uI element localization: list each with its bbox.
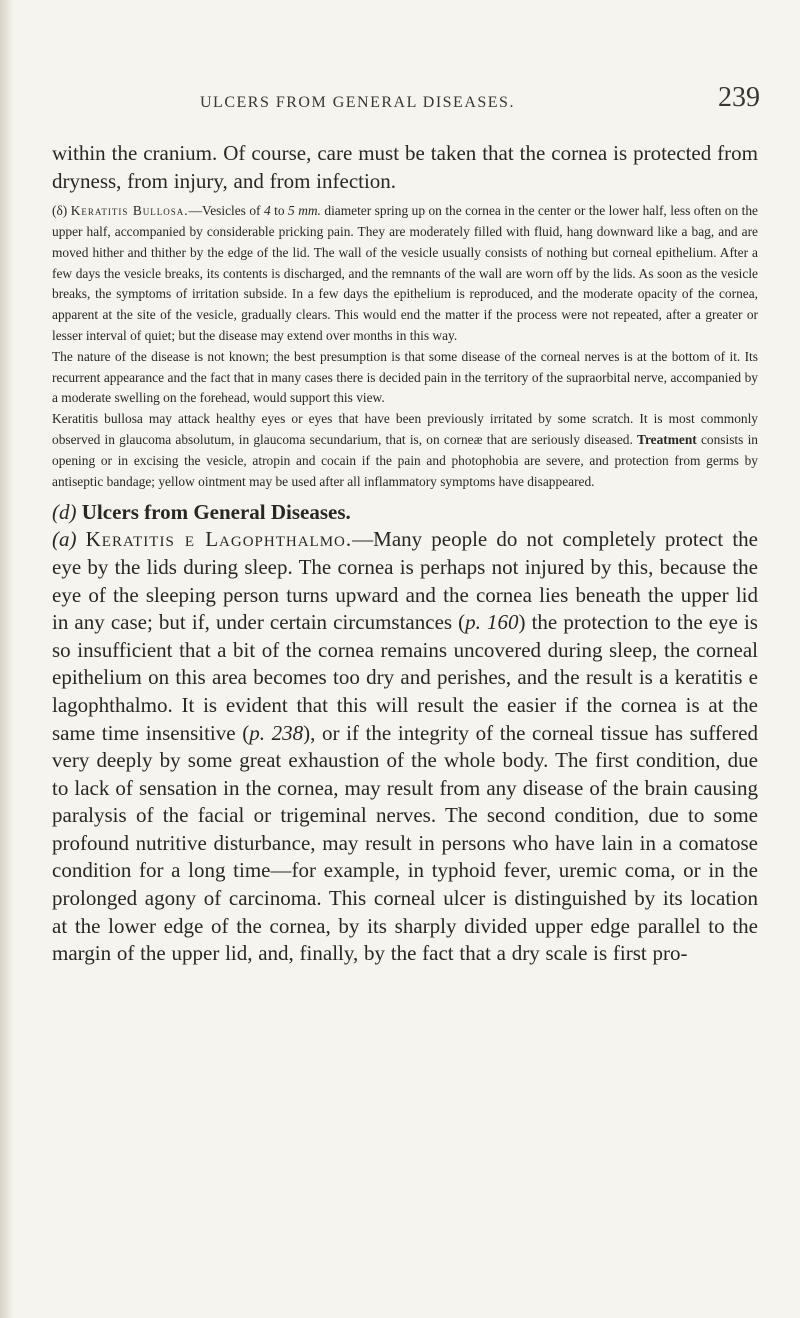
bullosa-paragraph-1 xyxy=(52,201,758,347)
section-heading xyxy=(52,498,758,526)
bullosa-label-number: (δ) xyxy=(52,203,68,219)
bullosa-text-1: —Vesicles of xyxy=(188,203,264,219)
page-number: 239 xyxy=(718,82,760,113)
page-header xyxy=(52,80,760,120)
running-head: ULCERS FROM GENERAL DISEASES. xyxy=(200,94,515,111)
vesicle-size-unit: mm. xyxy=(294,203,321,219)
lagophthalmo-text-1: —Many people do not completely protect the eye by the lids during sleep. The cornea is perhaps not injured by this, because the eye of the sleeping person turns upward and the cornea lies beneath the upper lid in any case; but if, under certain circumstances ( xyxy=(52,527,758,635)
lagophthalmo-label-number: (a) xyxy=(52,527,77,552)
vesicle-size-to: 5 xyxy=(288,203,295,219)
bullosa-para3-b: consists in opening or in excising the vesicle, atropin and cocain if the pain and photophobia are severe, and protection from germs by antiseptic bandage; yellow ointment may be used after all inflammatory symptoms have disappeared. xyxy=(52,431,758,489)
binding-shadow xyxy=(0,0,14,1318)
section-title: Ulcers from General Diseases. xyxy=(76,500,351,525)
treatment-label: Treatment xyxy=(637,431,697,447)
bullosa-text-2: diameter spring up on the cornea in the center or the lower half, less often on the upper half, accompanied by considerable pricking pain. They are moderately filled with fluid, hang downward like a bag, and are moved hither and thither by the edge of the lid. The wall of the vesicle usually consists of nothing but corneal epithelium. After a few days the vesicle breaks, its contents is discharged, and the remnants of the wall are worn off by the lids. As soon as the vesicle breaks, the symptoms of irritation subside. In a few days the epithelium is reproduced, and the moderate opacity of the cornea, apparent at the site of the vesicle, gradually clears. This would end the matter if the process were not repeated, after a greater or lesser interval of quiet; but the disease may extend over months in this way. xyxy=(52,203,758,343)
page-reference-2: p. 238 xyxy=(249,720,304,745)
vesicle-size-mid: to xyxy=(270,203,289,219)
lagophthalmo-text-2: ) the protection to the eye is so insufficient that a bit of the cornea remains uncovered during sleep, the corneal epithelium on this area becomes too dry and perishes, and the result is a keratitis e lagophthalmo. It is evident that this will result the easier if the cornea is at the same time insensitive ( xyxy=(52,610,758,745)
lagophthalmo-label-title: Keratitis e Lagophthalmo. xyxy=(85,527,353,552)
lagophthalmo-text-3: ), or if the integrity of the corneal tissue has suffered very deeply by some great exhaustion of the whole body. The first condition, due to lack of sensation in the cornea, may result from any disease of the brain causing paralysis of the facial or trigeminal nerves. The second condition, due to some profound nutritive disturbance, may result in persons who have lain in a comatose condition for a long time—for example, in typhoid fever, uremic coma, or in the prolonged agony of carcinoma. This corneal ulcer is distinguished by its location at the lower edge of the cornea, by its sharply divided upper edge parallel to the margin of the upper lid, and, finally, by the fact that a dry scale is first pro- xyxy=(52,720,758,966)
vesicle-size-from: 4 xyxy=(263,203,271,219)
bullosa-paragraph-3 xyxy=(52,409,758,492)
bullosa-label-title: Keratitis Bullosa. xyxy=(70,203,189,219)
keratitis-bullosa-section xyxy=(52,201,758,492)
intro-paragraph: within the cranium. Of course, care must be taken that the cornea is protected from dryness, from injury, and from infection. xyxy=(52,141,758,193)
text-column xyxy=(52,140,758,968)
page-reference-1: p. 160 xyxy=(465,610,519,635)
bullosa-paragraph-2: The nature of the disease is not known; the best presumption is that some disease of the corneal nerves is at the bottom of it. Its recurrent appearance and the fact that in many cases there is decided pain in the territory of the supraorbital nerve, accompanied by a moderate swelling on the forehead, would support this view. xyxy=(52,348,758,406)
section-letter: (d) xyxy=(52,500,77,525)
bullosa-para3-a: Keratitis bullosa may attack healthy eyes or eyes that have been previously irritated by some scratch. It is most commonly observed in glaucoma absolutum, in glaucoma secundarium, that is, on corneæ that are seriously diseased. xyxy=(52,411,758,447)
lagophthalmo-paragraph xyxy=(52,526,758,968)
